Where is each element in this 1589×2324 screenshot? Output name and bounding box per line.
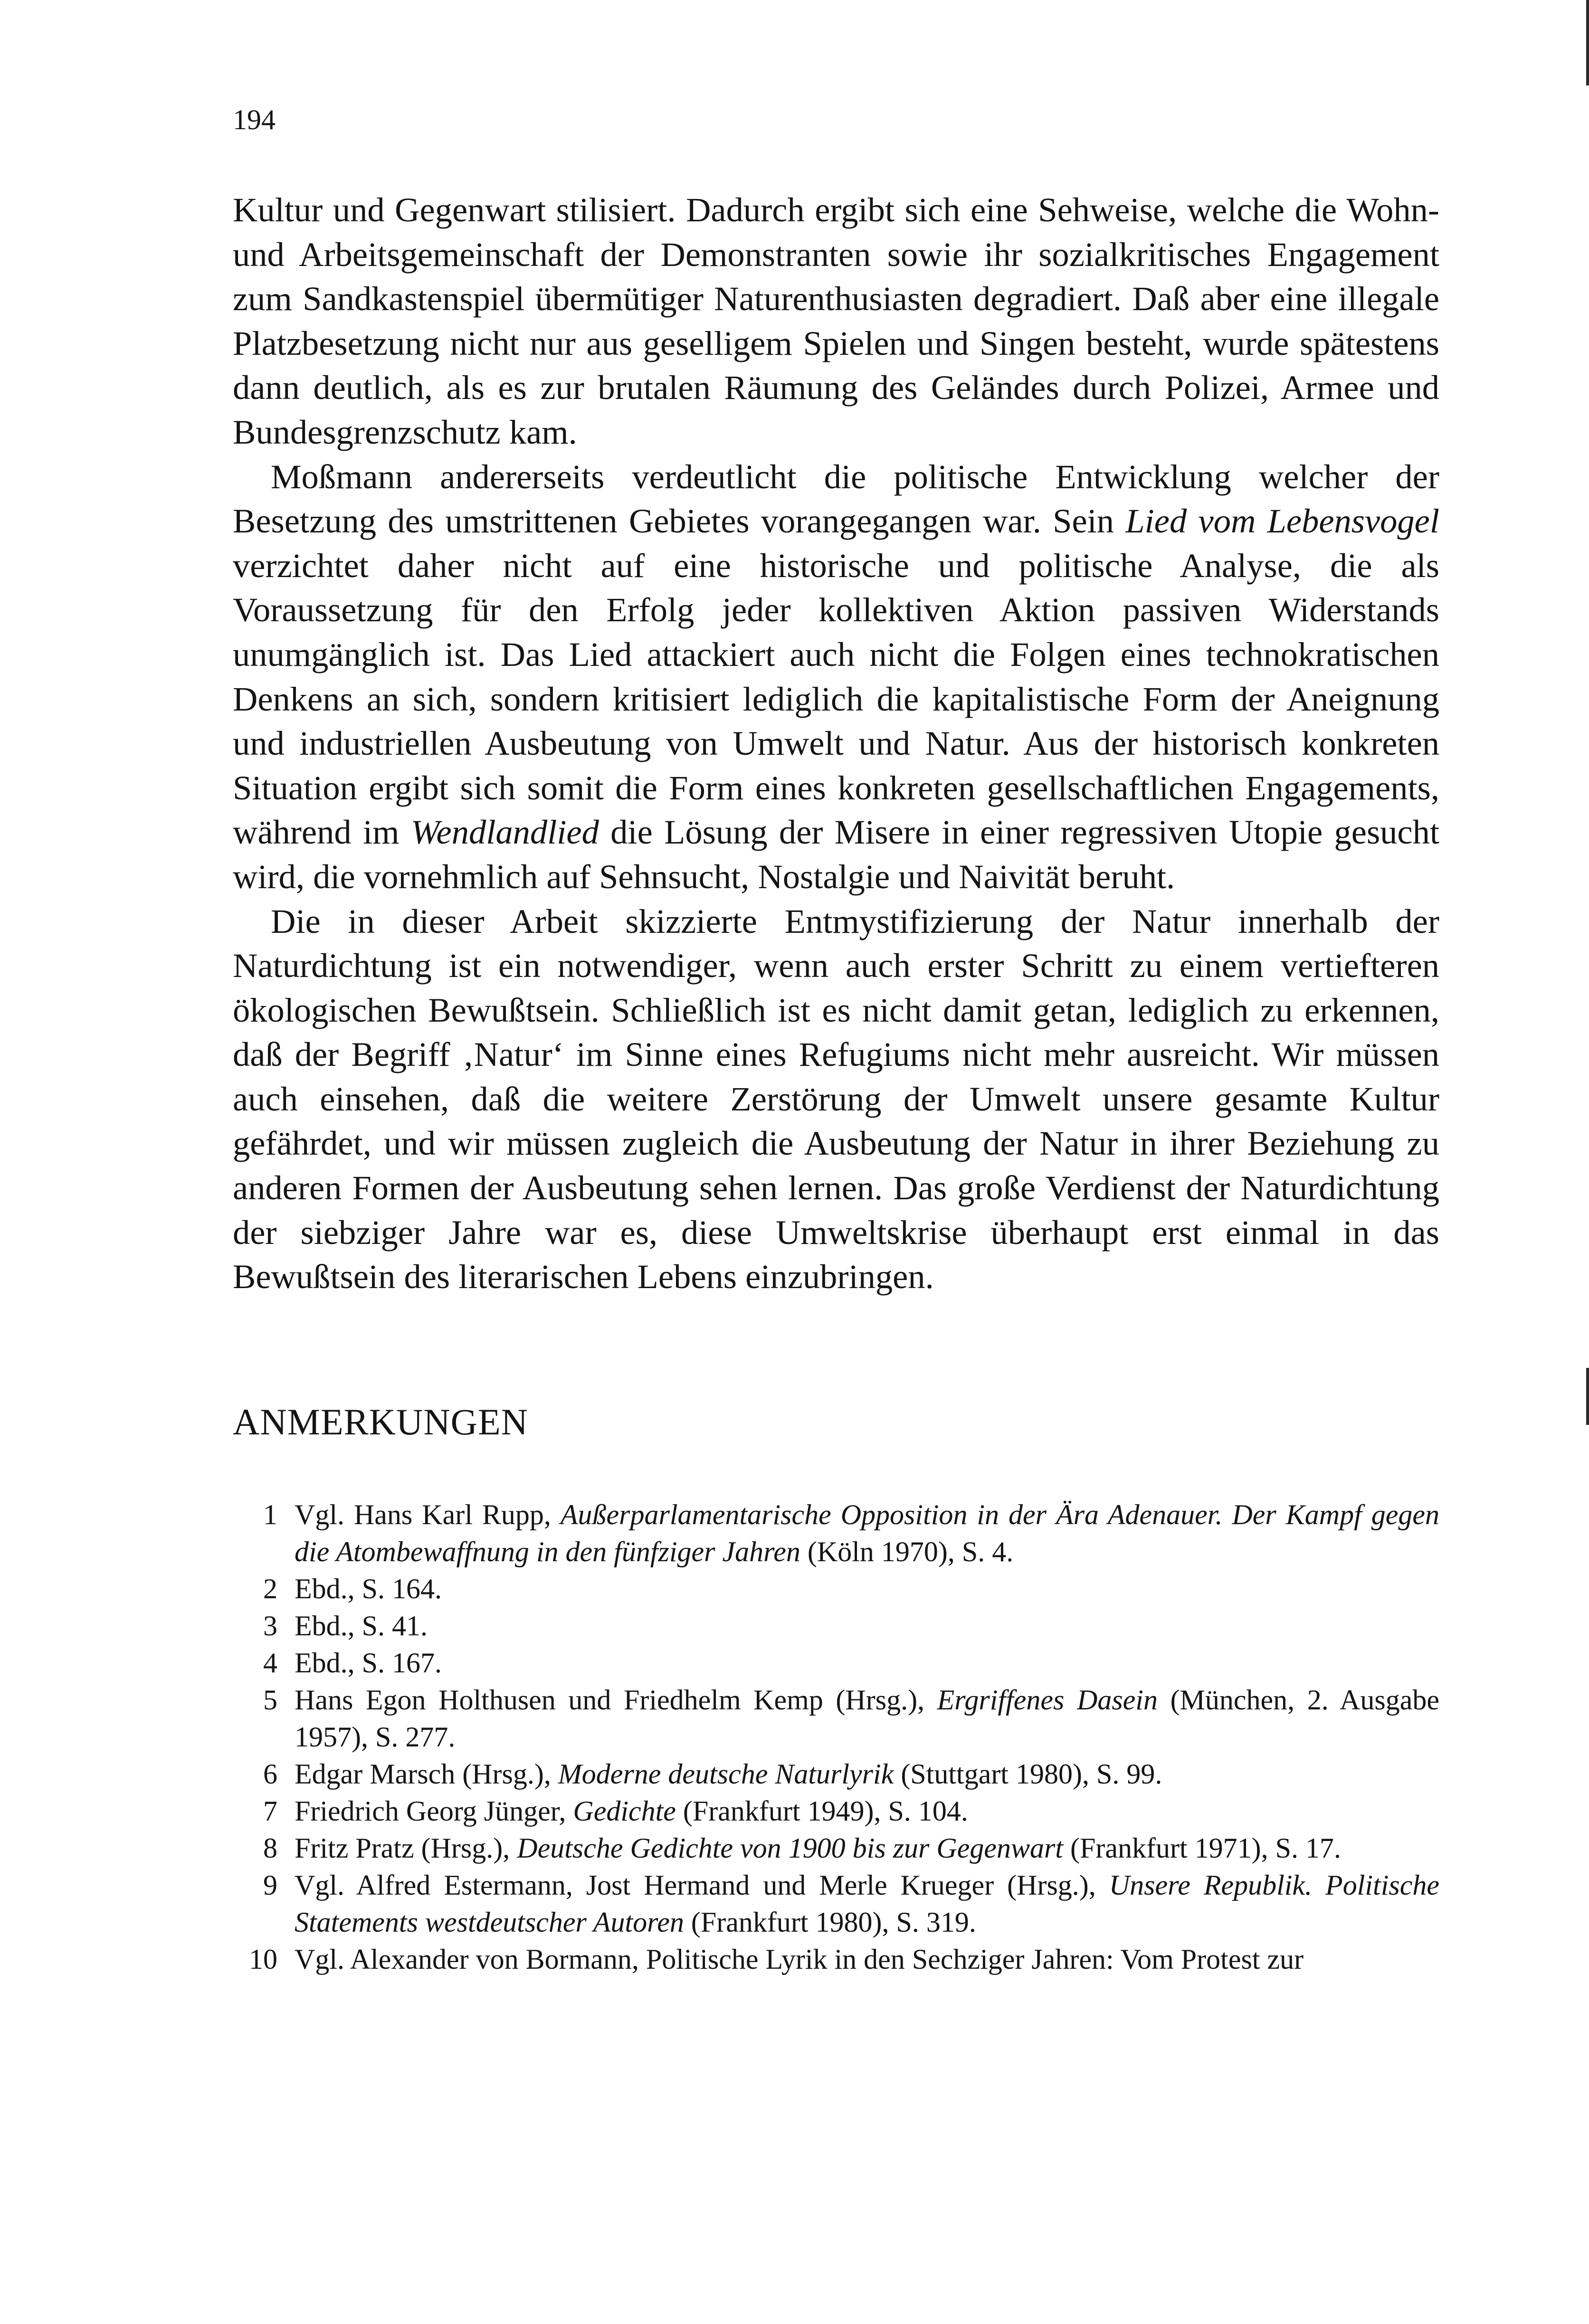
- note-number: 10: [249, 1944, 277, 1975]
- note-number: 5: [263, 1684, 277, 1716]
- note-number: 7: [263, 1795, 277, 1827]
- note-text-post: (Frankfurt 1971), S. 17.: [1063, 1832, 1341, 1864]
- note-text: [277, 1793, 1439, 1830]
- note-text-pre: Edgar Marsch (Hrsg.),: [295, 1758, 558, 1790]
- page-number: 194: [233, 104, 276, 135]
- note-text-post: (Frankfurt 1949), S. 104.: [676, 1795, 968, 1827]
- note-text-pre: Fritz Pratz (Hrsg.),: [295, 1832, 517, 1864]
- note-text-post: (München, 2. Ausgabe 1957), S. 277.: [295, 1684, 1439, 1753]
- note-title: Moderne deutsche Naturlyrik: [558, 1758, 894, 1790]
- note-text: [277, 1607, 1439, 1644]
- note-3: [233, 1607, 1439, 1644]
- note-text-pre: Hans Egon Holthusen und Friedhelm Kemp (Hrsg.),: [295, 1684, 937, 1716]
- note-text-pre: Friedrich Georg Jünger,: [295, 1795, 573, 1827]
- scan-edge-mark-top: [1586, 0, 1589, 85]
- note-10: [233, 1941, 1439, 1978]
- note-text-pre: Ebd., S. 41.: [295, 1610, 428, 1641]
- note-text-pre: Ebd., S. 164.: [295, 1573, 442, 1604]
- note-text-post: (Stuttgart 1980), S. 99.: [894, 1758, 1162, 1790]
- note-number: 2: [263, 1573, 277, 1604]
- note-text-pre: Vgl. Hans Karl Rupp,: [295, 1499, 561, 1530]
- note-text-pre: Ebd., S. 167.: [295, 1647, 442, 1679]
- notes-list: [233, 1496, 1439, 1978]
- note-number: 8: [263, 1832, 277, 1864]
- note-6: [233, 1755, 1439, 1793]
- note-8: [233, 1830, 1439, 1867]
- paragraph-3: Die in dieser Arbeit skizzierte Entmystifizierung der Natur innerhalb der Naturdichtung ist ein notwendiger, wenn auch erster Schritt zu einem vertiefteren ökologischen Bewußtsein. Schließlich ist es nicht damit getan, lediglich zu erkennen, daß der Begriff ‚Natur‘ im Sinne eines Refugiums nicht mehr ausreicht. Wir müssen auch einsehen, daß die weitere Zerstörung der Umwelt unsere gesamte Kultur gefährdet, und wir müssen zugleich die Ausbeutung der Natur in ihrer Beziehung zu anderen Formen der Ausbeutung sehen lernen. Das große Verdienst der Naturdichtung der siebziger Jahre war es, diese Umweltskrise überhaupt erst einmal in das Bewußtsein des literarischen Lebens einzubringen.: [233, 901, 1439, 1296]
- note-9: [233, 1867, 1439, 1941]
- main-text: [233, 188, 1439, 1299]
- note-1: [233, 1496, 1439, 1570]
- note-title: Deutsche Gedichte von 1900 bis zur Gegenwart: [517, 1832, 1064, 1864]
- note-7: [233, 1793, 1439, 1830]
- scan-edge-mark-middle: [1586, 1368, 1589, 1425]
- note-text-pre: Vgl. Alexander von Bormann, Politische Lyrik in den Sechziger Jahren: Vom Protest zur: [295, 1944, 1304, 1975]
- note-text: [277, 1496, 1439, 1570]
- note-title: Gedichte: [573, 1795, 676, 1827]
- note-text: [277, 1941, 1439, 1978]
- note-2: [233, 1570, 1439, 1607]
- note-5: [233, 1681, 1439, 1755]
- notes-heading: ANMERKUNGEN: [233, 1401, 528, 1442]
- paragraph-2-part-b: verzichtet daher nicht auf eine historische und politische Analyse, die als Voraussetzung für den Erfolg jeder kollektiven Aktion passiven Widerstands unumgänglich ist. Das Lied attackiert auch nicht die Folgen eines technokratischen Denkens an sich, sondern kritisiert lediglich die kapitalistische Form der Aneignung und industriellen Ausbeutung von Umwelt und Natur. Aus der historisch konkreten Situation ergibt sich somit die Form eines konkreten gesellschaftlichen Engagements, während im: [233, 546, 1439, 852]
- note-text: [277, 1570, 1439, 1607]
- note-text: [277, 1867, 1439, 1941]
- paragraph-2-part-c: die Lösung der Misere in einer regressiven Utopie gesucht wird, die vornehmlich auf Sehnsucht, Nostalgie und Naivität beruht.: [233, 813, 1439, 896]
- note-text: [277, 1644, 1439, 1681]
- note-title: Unsere Republik. Politische Statements westdeutscher Autoren: [295, 1869, 1439, 1938]
- note-4: [233, 1644, 1439, 1681]
- note-number: 4: [263, 1647, 277, 1679]
- note-text-post: (Frankfurt 1980), S. 319.: [684, 1907, 976, 1938]
- note-text: [277, 1755, 1439, 1793]
- paragraph-1: Kultur und Gegenwart stilisiert. Dadurch ergibt sich eine Sehweise, welche die Wohn- und Arbeitsgemeinschaft der Demonstranten sowie ihr sozialkritisches Engagement zum Sandkastenspiel übermütiger Naturenthusiasten degradiert. Daß aber eine illegale Platzbesetzung nicht nur aus geselligem Spielen und Singen besteht, wurde spätestens dann deutlich, als es zur brutalen Räumung des Geländes durch Polizei, Armee und Bundesgrenzschutz kam.: [233, 190, 1439, 451]
- note-text: [277, 1830, 1439, 1867]
- note-number: 3: [263, 1610, 277, 1641]
- note-text: [277, 1681, 1439, 1755]
- note-text-post: (Köln 1970), S. 4.: [800, 1536, 1014, 1567]
- paragraph-2-part-a: Moßmann andererseits verdeutlicht die politische Entwicklung welcher der Besetzung des umstrittenen Gebietes vorangegangen war. Sein: [233, 457, 1439, 541]
- song-title-lebensvogel: Lied vom Lebensvogel: [1125, 502, 1439, 541]
- song-title-wendlandlied: Wendlandlied: [410, 813, 599, 852]
- note-number: 1: [263, 1499, 277, 1530]
- paragraph-2: [233, 455, 1439, 899]
- note-number: 6: [263, 1758, 277, 1790]
- note-text-pre: Vgl. Alfred Estermann, Jost Hermand und Merle Krueger (Hrsg.),: [295, 1869, 1109, 1901]
- note-title: Außerparlamentarische Opposition in der Ära Adenauer. Der Kampf gegen die Atombewaffnung in den fünfziger Jahren: [295, 1499, 1439, 1567]
- note-number: 9: [263, 1869, 277, 1901]
- note-title: Ergriffenes Dasein: [937, 1684, 1158, 1716]
